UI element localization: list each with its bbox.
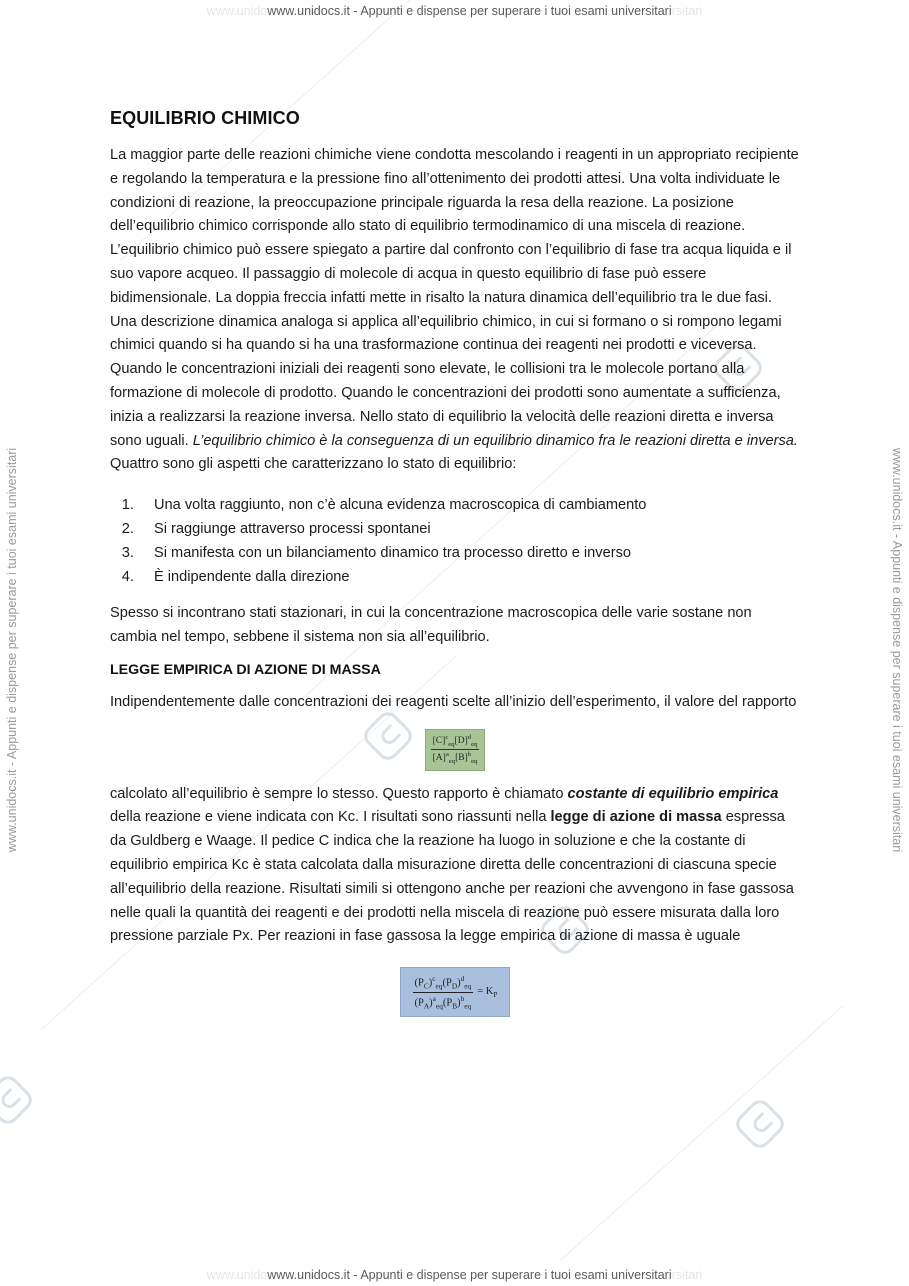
mass-action-paragraph: calcolato all’equilibrio è sempre lo stesso. Questo rapporto è chiamato costante di equilibrio empirica della reazione e viene indicata con Kc. I risultati sono riassunti nella legge di azione di massa espressa da Guldberg e Waage. Il pedice C indica che la reazione ha luogo in soluzione e che la costante di equilibrio empirica Kc è stata calcolata dalla misurazione diretta delle concentrazioni di ciascuna specie all’equilibrio della reazione. Risultati simili si ottengono anche per reazioni che avvengono in fase gassosa nelle quali la quantità dei reagenti e dei prodotti nella miscela di reazione può essere misurata dalla loro pressione parziale Px. Per reazioni in fase gassosa la legge empirica di azione di massa è uguale bbox=[110, 785, 794, 945]
formula-denominator: $[A]^a_{eq}[B]^b_{eq}$ bbox=[432, 751, 478, 766]
watermark-footer-text: www.unidocs.it - Appunti e dispense per superare i tuoi esami universitari bbox=[267, 1268, 672, 1282]
watermark-logo-icon bbox=[732, 1096, 789, 1153]
formula-result: = $K_P$ bbox=[477, 985, 498, 999]
formula-numerator: $[C]^c_{eq}[D]^d_{eq}$ bbox=[432, 734, 478, 749]
kp-formula-image bbox=[400, 967, 510, 1017]
ratio-intro-paragraph: Indipendentemente dalle concentrazioni dei reagenti scelte all’inizio dell’esperimento, il valore del rapporto bbox=[110, 693, 797, 710]
aspects-list bbox=[110, 493, 800, 589]
watermark-side-right: www.unidocs.it - Appunti e dispense per superare i tuoi esami universitari bbox=[890, 447, 904, 853]
formula-denominator: $(P_A)^a_{eq}(P_B)^b_{eq}$ bbox=[414, 993, 472, 1011]
watermark-side-left: www.unidocs.it - Appunti e dispense per superare i tuoi esami universitari bbox=[5, 447, 19, 853]
formula-numerator: $(P_C)^c_{eq}(P_D)^d_{eq}$ bbox=[414, 974, 472, 991]
page-title: EQUILIBRIO CHIMICO bbox=[110, 108, 300, 128]
section-heading: LEGGE EMPIRICA DI AZIONE DI MASSA bbox=[110, 661, 381, 678]
watermark-header-text: www.unidocs.it - Appunti e dispense per superare i tuoi esami universitari bbox=[267, 4, 672, 18]
intro-paragraph: La maggior parte delle reazioni chimiche viene condotta mescolando i reagenti in un appropriato recipiente e regolando la temperatura e la pressione fino all’ottenimento dei prodotti attesi. Una volta individuate le condizioni di reazione, la preoccupazione principale riguarda la resa della reazione. La posizione dell’equilibrio chimico corrisponde allo stato di equilibrio termodinamico di una miscela di reazione. L’equilibrio chimico può essere spiegato a partire dal confronto con l’equilibrio di fase tra acqua liquida e il suo vapore acqueo. Il passaggio di molecole di acqua in questo equilibrio di fase può essere bidimensionale. La doppia freccia infatti mette in risalto la natura dinamica dell’equilibrio tra le due fasi. Una descrizione dinamica analoga si applica all’equilibrio chimico, in cui si formano o si rompono legami chimici quando si ha quando si ha una trasformazione continua dei reagenti nei prodotti e viceversa. Quando le concentrazioni iniziali dei reagenti sono elevate, le collisioni tra le molecole portano alla formazione di molecole di prodotto. Quando le concentrazioni dei prodotti sono aumentate a sufficienza, inizia a realizzarsi la reazione inversa. Nello stato di equilibrio la velocità delle reazioni diretta e inversa sono uguali. L’equilibrio chimico è la conseguenza di un equilibrio dinamico fra le reazioni diretta e inversa. Quattro sono gli aspetti che caratterizzano lo stato di equilibrio: bbox=[110, 147, 799, 473]
stationary-paragraph: Spesso si incontrano stati stazionari, in cui la concentrazione macroscopica delle varie sostane non cambia nel tempo, sebbene il sistema non sia all’equilibrio. bbox=[110, 605, 752, 645]
watermark-header: www.unidowww.unidocs.it - Appunti e dispense per superare i tuoi esami universitarirsitari bbox=[206, 4, 703, 18]
kc-formula-image bbox=[425, 729, 485, 771]
watermark-logo-icon bbox=[0, 1072, 36, 1129]
watermark-line bbox=[560, 1006, 843, 1261]
list-item: 2. Si raggiunge attraverso processi spontanei bbox=[138, 517, 800, 541]
definition-italic: L’equilibrio chimico è la conseguenza di un equilibrio dinamico fra le reazioni diretta e inversa. bbox=[192, 432, 798, 449]
document-body bbox=[110, 108, 800, 1017]
list-item: 1. Una volta raggiunto, non c’è alcuna evidenza macroscopica di cambiamento bbox=[138, 493, 800, 517]
watermark-footer: www.unidowww.unidocs.it - Appunti e dispense per superare i tuoi esami universitarirsitari bbox=[206, 1268, 703, 1282]
list-item: 4. È indipendente dalla direzione bbox=[138, 565, 800, 589]
list-item: 3. Si manifesta con un bilanciamento dinamico tra processo diretto e inverso bbox=[138, 541, 800, 565]
